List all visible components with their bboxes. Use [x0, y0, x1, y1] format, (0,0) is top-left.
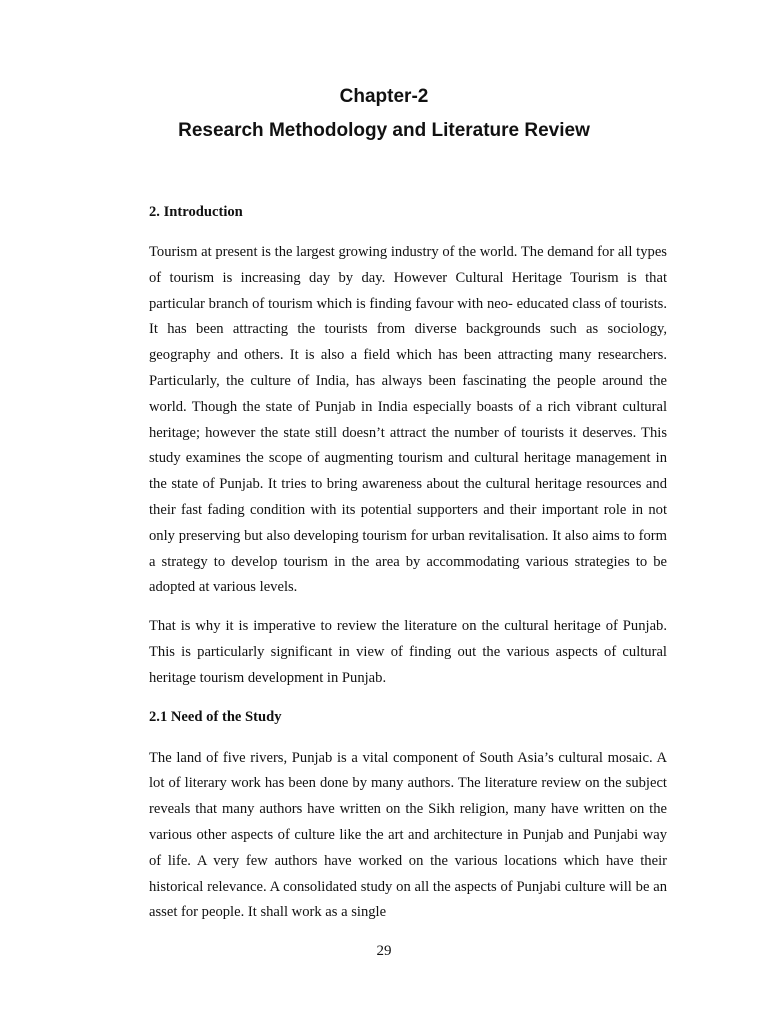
- chapter-title: Research Methodology and Literature Review: [178, 120, 590, 141]
- chapter-number: Chapter-2: [339, 86, 429, 107]
- page-number: 29: [376, 943, 392, 959]
- section-heading-introduction: 2. Introduction: [149, 204, 243, 220]
- paragraph-need-of-study-1: The land of five rivers, Punjab is a vital component of South Asia’s cultural mosaic. A lot of literary work has been done by many authors. The literature review on the subject reveals that many authors have written on the Sikh religion, many have written on the various other aspects of culture like the art and architecture in Punjab and Punjabi way of life. A very few authors have worked on the various locations which have their historical relevance. A consolidated study on all the aspects of Punjabi culture will be an asset for people. It shall work as a single: [149, 749, 667, 921]
- paragraph-introduction-1: Tourism at present is the largest growing industry of the world. The demand for all types of tourism is increasing day by day. However Cultural Heritage Tourism is that particular branch of tourism which is finding favour with neo- educated class of tourists. It has been attracting the tourists from diverse backgrounds such as sociology, geography and others. It is also a field which has been attracting many researchers. Particularly, the culture of India, has always been fascinating the people around the world. Though the state of Punjab in India especially boasts of a rich vibrant cultural heritage; however the state still doesn’t attract the number of tourists it deserves. This study examines the scope of augmenting tourism and cultural heritage management in the state of Punjab. It tries to bring awareness about the cultural heritage resources and their fast fading condition with its potential supporters and their important role in not only preserving but also developing tourism for urban revitalisation. It also aims to form a strategy to develop tourism in the area by accommodating various strategies to be adopted at various levels.: [149, 244, 667, 596]
- section-heading-need-of-study: 2.1 Need of the Study: [149, 708, 282, 725]
- body-content: [149, 202, 667, 926]
- paragraph-introduction-2: That is why it is imperative to review the literature on the cultural heritage of Punjab. This is particularly significant in view of finding out the various aspects of cultural heritage tourism development in Punjab.: [149, 618, 667, 686]
